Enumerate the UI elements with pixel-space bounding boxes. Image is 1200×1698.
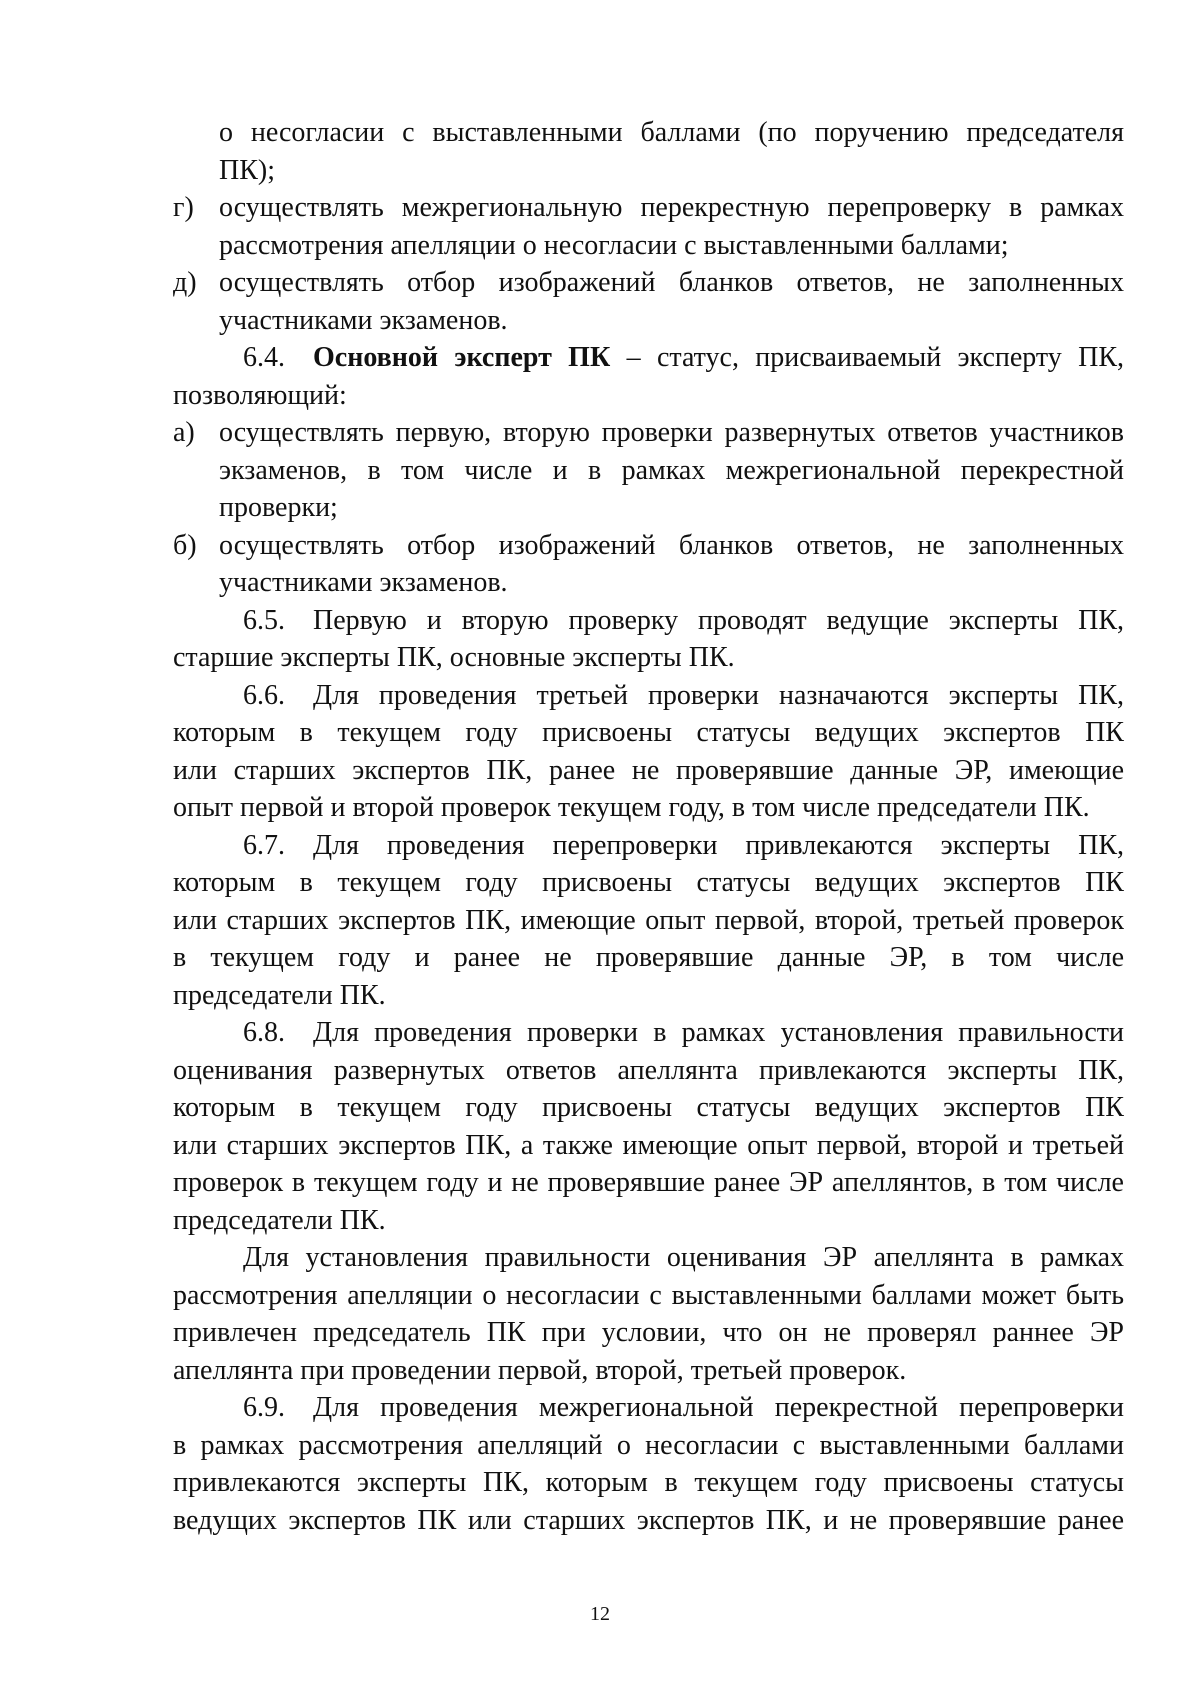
list-item-d [173, 264, 1124, 339]
section-number: 6.4. [243, 342, 285, 373]
paragraph-6-5 [173, 602, 1124, 677]
text-line: или старших экспертов ПК, имеющие опыт первой, второй, третьей проверок [173, 904, 1124, 936]
text-line: привлечен председатель ПК при условии, что он не проверял раннее ЭР [173, 1317, 1124, 1348]
section-number: 6.5. [243, 604, 285, 636]
text-line: позволяющий: [173, 379, 347, 411]
text-line: старшие эксперты ПК, основные эксперты ПК. [173, 642, 735, 673]
paragraph-6-7 [173, 827, 1124, 1015]
text-fragment: Для проведения межрегиональной перекрестной перепроверки [313, 1392, 1124, 1423]
text-line: участниками экзаменов. [219, 567, 508, 598]
text-line: ведущих экспертов ПК или старших экспертов ПК, и не проверявшие ранее [173, 1504, 1124, 1536]
text-line: которым в текущем году присвоены статусы ведущих экспертов ПК [173, 1092, 1124, 1123]
text-line: председатели ПК. [173, 1204, 386, 1236]
text-line [173, 677, 1124, 715]
text-fragment: Первую и вторую проверку проводят ведущие эксперты ПК, [313, 604, 1124, 636]
term-bold: Основной эксперт ПК [313, 342, 611, 373]
text-fragment: Для проведения перепроверки привлекаются эксперты ПК, [313, 829, 1124, 861]
list-marker: д) [173, 267, 197, 298]
list-item-g [173, 189, 1124, 264]
text-line: осуществлять отбор изображений бланков ответов, не заполненных [219, 529, 1124, 561]
text-line: в рамках рассмотрения апелляций о несогласии с выставленными баллами [173, 1429, 1124, 1461]
text-line [173, 602, 1124, 640]
text-line: рассмотрения апелляции о несогласии с выставленными баллами; [219, 229, 1009, 261]
section-number: 6.9. [243, 1392, 285, 1423]
text-line: осуществлять межрегиональную перекрестную перепроверку в рамках [219, 192, 1124, 223]
text-line: или старших экспертов ПК, а также имеющие опыт первой, второй и третьей [173, 1129, 1124, 1161]
text-line: председатели ПК. [173, 979, 386, 1011]
list-marker: б) [173, 529, 197, 561]
text-line [173, 827, 1124, 865]
text-line [173, 1389, 1124, 1427]
text-line [173, 339, 1124, 377]
text-line: апеллянта при проведении первой, второй, третьей проверок. [173, 1354, 907, 1386]
section-number: 6.6. [243, 679, 285, 711]
list-marker: а) [173, 417, 195, 448]
text-line: Для установления правильности оценивания ЭР апеллянта в рамках [243, 1242, 1124, 1273]
paragraph-6-8 [173, 1014, 1124, 1239]
list-item-b [173, 527, 1124, 602]
text-fragment: – статус, присваиваемый эксперту ПК, [610, 342, 1125, 373]
text-line: оценивания развернутых ответов апеллянта привлекаются эксперты ПК, [173, 1054, 1124, 1086]
text-line: участниками экзаменов. [219, 304, 508, 336]
list-item-a [173, 414, 1124, 527]
text-line: в текущем году и ранее не проверявшие данные ЭР, в том числе [173, 942, 1124, 973]
text-line: осуществлять первую, вторую проверки развернутых ответов участников [219, 417, 1124, 448]
text-line: экзаменов, в том числе и в рамках межрегиональной перекрестной [219, 454, 1124, 486]
text-line: которым в текущем году присвоены статусы ведущих экспертов ПК [173, 867, 1124, 898]
paragraph-6-4 [173, 339, 1124, 414]
text-line: или старших экспертов ПК, ранее не проверявшие данные ЭР, имеющие [173, 754, 1124, 786]
paragraph-6-8-continued [173, 1239, 1124, 1389]
paragraph-6-9 [173, 1389, 1124, 1539]
text-line [173, 1014, 1124, 1052]
text-line: рассмотрения апелляции о несогласии с выставленными баллами может быть [173, 1279, 1124, 1311]
page-number: 12 [590, 1603, 610, 1625]
list-marker: г) [173, 192, 194, 223]
paragraph-6-6 [173, 677, 1124, 827]
document-body [173, 114, 1124, 1539]
continued-item-text [173, 114, 1124, 189]
text-line: которым в текущем году присвоены статусы ведущих экспертов ПК [173, 717, 1124, 748]
section-number: 6.7. [243, 829, 285, 861]
text-line: проверки; [219, 492, 338, 523]
text-line: опыт первой и второй проверок текущем году, в том числе председатели ПК. [173, 792, 1090, 823]
text-line: осуществлять отбор изображений бланков ответов, не заполненных [219, 267, 1124, 298]
text-line: о несогласии с выставленными баллами (по поручению председателя [219, 117, 1124, 148]
text-line: привлекаются эксперты ПК, которым в текущем году присвоены статусы [173, 1467, 1124, 1498]
text-fragment: Для проведения проверки в рамках установления правильности [313, 1017, 1124, 1048]
text-line: проверок в текущем году и не проверявшие ранее ЭР апеллянтов, в том числе [173, 1167, 1124, 1198]
text-fragment: Для проведения третьей проверки назначаются эксперты ПК, [313, 679, 1124, 711]
text-line: ПК); [219, 154, 275, 186]
section-number: 6.8. [243, 1017, 285, 1048]
